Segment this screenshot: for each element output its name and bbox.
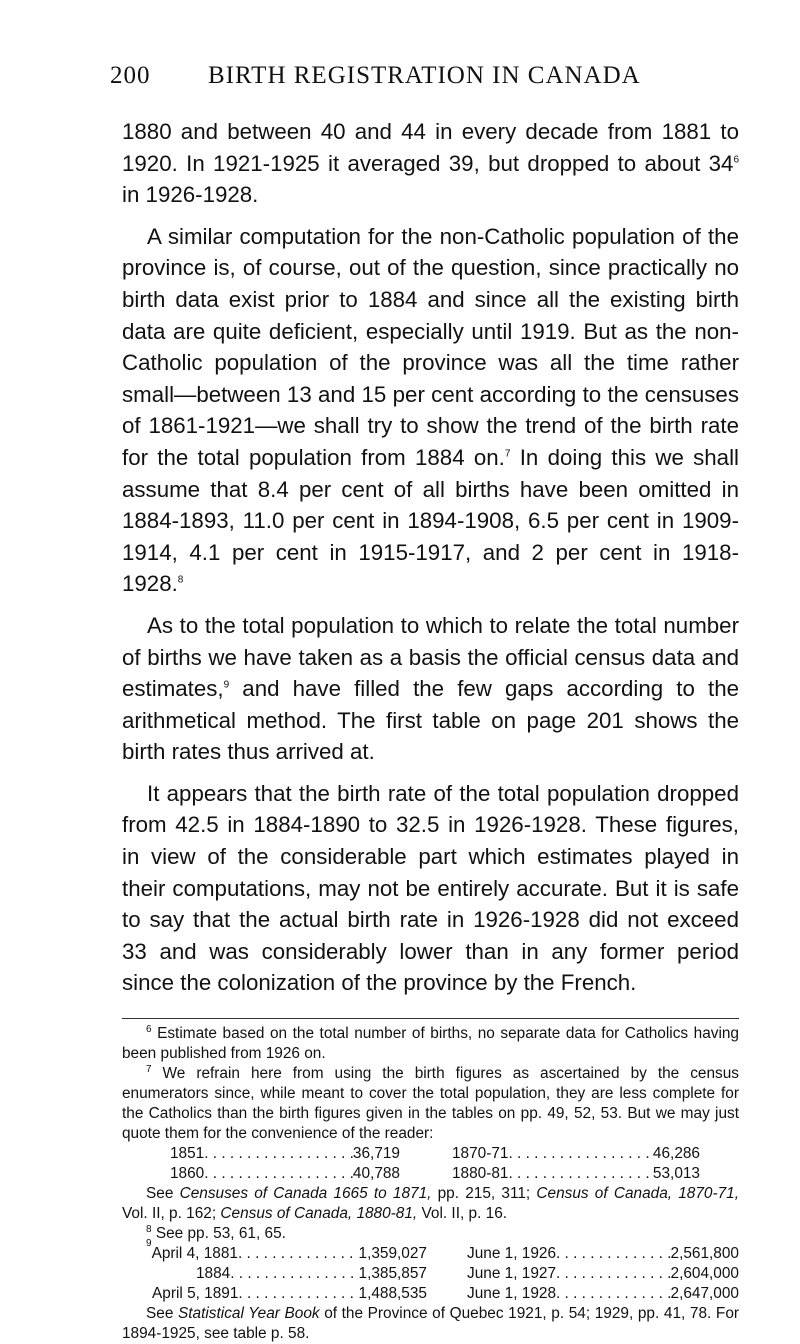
running-header — [0, 62, 800, 102]
footnote-8 — [122, 1224, 739, 1244]
table-row — [146, 1284, 739, 1304]
source-text: pp. 215, 311; — [431, 1185, 537, 1202]
footnote-divider — [122, 1018, 739, 1019]
births-value: 40,788 — [352, 1165, 400, 1182]
population-value: 1,385,857 — [358, 1265, 427, 1282]
footnote-ref-6: 6 — [733, 154, 739, 166]
table-row — [170, 1144, 700, 1164]
census-births-table — [170, 1144, 700, 1184]
table-cell — [170, 1144, 400, 1164]
date-label: June 1, 1926 — [467, 1245, 556, 1262]
paragraph-2-text: A similar computation for the non-Catholic population of the province is, of course, out of the question, since practically no birth data exist prior to 1884 and since all the existing birth data are quite deficient, especially until 1919. But as the non-Catholic population of the province was all the time rather small—between 13 and 15 per cent according to the censuses of 1861-1921—we shall try to show the trend of the birth rate for the total population from 1884 on. — [122, 223, 739, 470]
source-text: See — [146, 1305, 179, 1322]
table-cell — [146, 1264, 427, 1284]
footnote-6-mark: 6 — [146, 1023, 152, 1035]
footnote-9-sources — [122, 1304, 739, 1344]
table-cell — [146, 1238, 427, 1264]
table-row — [170, 1164, 700, 1184]
year-label: 1870-71 — [452, 1145, 509, 1162]
source-citation: Census of Canada, 1880-81, — [220, 1205, 418, 1222]
footnote-7-mark: 7 — [146, 1063, 152, 1075]
footnote-8-mark: 8 — [146, 1223, 152, 1235]
source-citation: Census of Canada, 1870-71, — [536, 1185, 739, 1202]
footnote-ref-7: 7 — [504, 448, 511, 460]
year-label: 1880-81 — [452, 1165, 509, 1182]
population-value: 2,561,800 — [670, 1245, 739, 1262]
year-label: 1860 — [170, 1165, 205, 1182]
births-value: 36,719 — [352, 1145, 400, 1162]
paragraph-2-cont: In doing this we shall assume that 8.4 per cent of all births have been omitted in 1884-1893, 11.0 per cent in 1894-1908, 6.5 per cent in 1909-1914, 4.1 per cent in 1915-1917, and 2 per cent in 1918-1928. — [122, 444, 739, 597]
population-value: 1,488,535 — [358, 1285, 427, 1302]
page-number: 200 — [110, 62, 151, 89]
population-value: 2,604,000 — [670, 1265, 739, 1282]
table-cell — [452, 1164, 700, 1184]
table-cell — [452, 1144, 700, 1164]
paragraph-1-end: in 1926-1928. — [122, 182, 259, 208]
paragraph-4: It appears that the birth rate of the total population dropped from 42.5 in 1884-1890 to 32.5 in 1926-1928. These figures, in view of the considerable part which estimates played in their computations, may not be entirely accurate. But it is safe to say that the actual birth rate in 1926-1928 did not exceed 33 and was considerably lower than in any former period since the colonization of the province by the French. — [122, 780, 739, 996]
running-title: BIRTH REGISTRATION IN CANADA — [208, 62, 641, 89]
date-label: June 1, 1928 — [467, 1285, 556, 1302]
births-value: 46,286 — [652, 1145, 700, 1162]
year-label: 1851 — [170, 1145, 205, 1162]
paragraph-1 — [122, 116, 739, 211]
population-table — [146, 1238, 739, 1304]
table-row — [146, 1264, 739, 1284]
source-citation: Statistical Year Book — [178, 1305, 320, 1322]
births-value: 53,013 — [652, 1165, 700, 1182]
date-label: April 4, 1881 — [151, 1245, 238, 1262]
paragraph-3-cont: and have filled the few gaps according to the arithmetical method. The first table on page 201 shows the birth rates thus arrived at. — [122, 676, 739, 765]
footnote-9-mark: 9 — [146, 1238, 152, 1249]
table-cell — [170, 1164, 400, 1184]
table-cell — [467, 1244, 739, 1264]
body-text — [122, 116, 739, 1009]
paragraph-1-text: 1880 and between 40 and 44 in every decade from 1881 to 1920. In 1921-1925 it averaged 39, but dropped to about 34 — [122, 119, 739, 176]
table-cell — [467, 1264, 739, 1284]
footnotes — [122, 1024, 739, 1344]
population-value: 2,647,000 — [670, 1285, 739, 1302]
source-text: Vol. II, p. 16. — [417, 1205, 508, 1222]
table-row — [146, 1238, 739, 1264]
paragraph-3-text: As to the total population to which to relate the total number of births we have taken as a basis the official census data and estimates, — [122, 612, 739, 702]
date-label: April 5, 1891 — [152, 1285, 239, 1302]
footnote-6 — [122, 1024, 739, 1064]
footnote-ref-9: 9 — [223, 679, 230, 691]
date-label: 1884 — [196, 1265, 231, 1282]
population-value: 1,359,027 — [358, 1245, 427, 1262]
source-citation: Censuses of Canada 1665 to 1871, — [179, 1185, 432, 1202]
footnote-7-sources — [122, 1184, 739, 1224]
source-text: See — [146, 1185, 180, 1202]
footnote-ref-8: 8 — [177, 574, 184, 586]
footnote-6-text: Estimate based on the total number of births, no separate data for Catholics having been published from 1926 on. — [122, 1025, 739, 1062]
date-label: June 1, 1927 — [467, 1265, 556, 1282]
source-text: Vol. II, p. 162; — [122, 1205, 221, 1222]
table-cell — [146, 1284, 427, 1304]
source-text: of the Province of Quebec 1921, p. 54; 1929, pp. 41, 78. For 1894-1925, see table p. 58. — [122, 1305, 740, 1342]
footnote-7 — [122, 1064, 739, 1144]
footnote-7-text: We refrain here from using the birth figures as ascertained by the census enumerators since, while meant to cover the total population, they are less complete for the Catholics than the birth figures given in the tables on pp. 49, 52, 53. But we may just quote them for the convenience of the reader: — [122, 1065, 739, 1142]
table-cell — [467, 1284, 739, 1304]
paragraph-3 — [122, 610, 739, 768]
paragraph-2 — [122, 221, 739, 600]
footnote-8-text: See pp. 53, 61, 65. — [151, 1225, 286, 1242]
